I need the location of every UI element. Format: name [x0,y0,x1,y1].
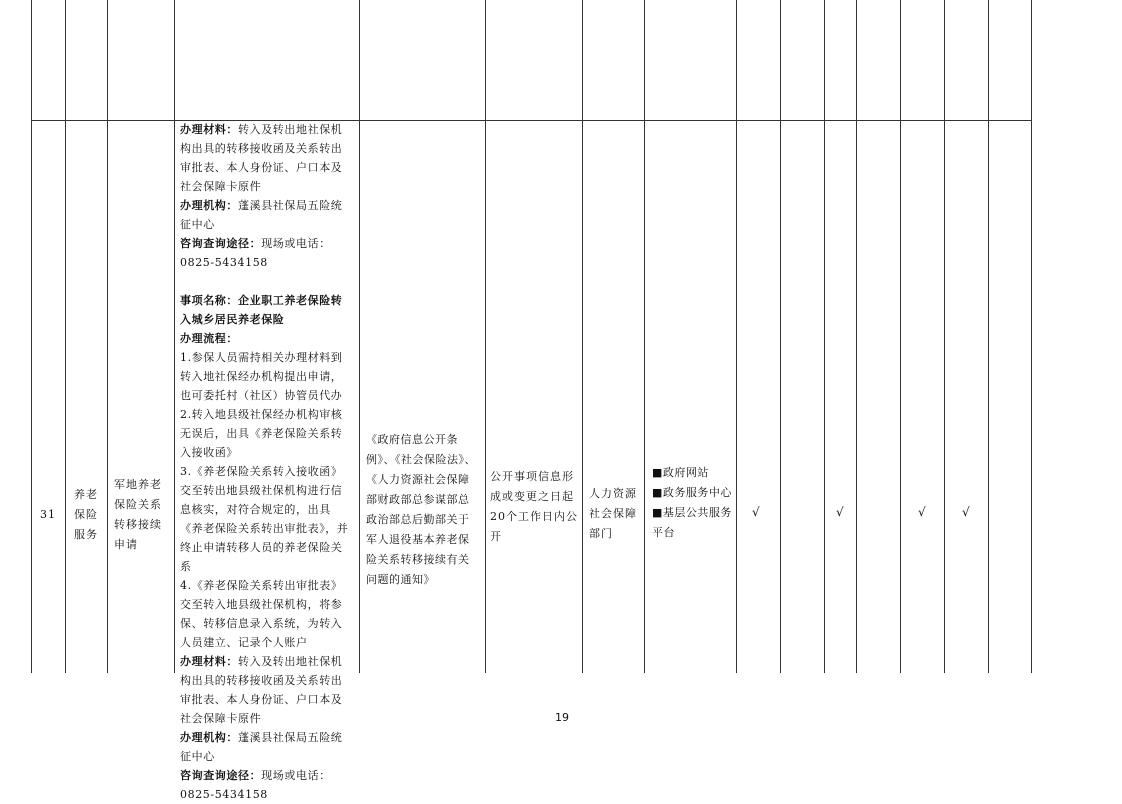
procedure-line [180,348,352,405]
col-item [107,0,174,673]
col-department [582,0,644,673]
procedure-line [180,652,352,728]
procedure-text: 现场或电话：0825-5434158 [180,237,331,269]
check-mark: √ [752,505,760,519]
check-mark: √ [918,505,926,519]
category-cell: 养老保险服务 [74,488,98,541]
col-check-7 [988,0,1032,673]
channel-item: ■基层公共服务平台 [652,506,732,539]
procedure-label: 咨询查询途径： [180,769,262,782]
procedure-label: 办理机构： [180,199,238,212]
procedure-label: 事项名称：企业职工养老保险转入城乡居民养老保险 [180,294,343,326]
procedure-line [180,576,352,652]
procedure-label: 办理材料： [180,123,238,136]
procedure-label: 办理机构： [180,731,238,744]
channels-cell [652,463,734,543]
procedure-text: 2.转入地县级社保经办机构审核无误后，出具《养老保险关系转入接收函》 [180,408,343,459]
procedure-text: 蓬溪县社保局五险统征中心 [180,731,343,763]
procedure-text: 转入及转出地社保机构出具的转移接收函及关系转出审批表、本人身份证、户口本及社会保障卡原件 [180,655,343,725]
col-check-4 [856,0,900,673]
col-number [31,0,65,673]
col-check-6 [944,0,988,673]
procedure-line [180,329,352,348]
channel-item: ■政务服务中心 [652,486,732,499]
procedure-line [180,120,352,196]
procedure-text: 现场或电话：0825-5434158 [180,769,331,801]
procedure-line [180,234,352,272]
col-channels [644,0,736,673]
procedure-text: 3.《养老保险关系转入接收函》交至转出地县级社保机构进行信息核实，对符合规定的，出具《养老保险关系转出审批表》，并终止申请转移人员的养老保险关系 [180,465,349,573]
procedure-line [180,291,352,329]
procedure-line [180,766,352,804]
procedure-line [180,272,352,291]
time-limit-cell: 公开事项信息形成或变更之日起20个工作日内公开 [490,470,578,543]
check-mark: √ [836,505,844,519]
procedure-text: 1.参保人员需持相关办理材料到转入地社保经办机构提出申请，也可委托村（社区）协管员代办 [180,351,343,402]
col-check-1 [736,0,780,673]
item-cell: 军地养老保险关系转移接续申请 [114,478,162,551]
channel-item: ■政府网站 [652,466,709,479]
procedure-text: 蓬溪县社保局五险统征中心 [180,199,343,231]
procedure-text: 转入及转出地社保机构出具的转移接收函及关系转出审批表、本人身份证、户口本及社会保障卡原件 [180,123,343,193]
procedure-label: 咨询查询途径： [180,237,262,250]
col-time-limit [485,0,582,673]
procedure-line [180,196,352,234]
col-check-2 [780,0,824,673]
basis-cell: 《政府信息公开条例》、《社会保险法》、《人力资源社会保障部财政部总参谋部总政治部总后勤部关于军人退役基本养老保险关系转移接续有关问题的通知》 [366,433,476,586]
procedure-line [180,462,352,576]
col-check-3 [824,0,856,673]
procedure-line [180,728,352,766]
department-cell: 人力资源社会保障部门 [589,487,637,540]
procedure-cell [180,120,352,804]
procedure-text: 4.《养老保险关系转出审批表》交至转入地县级社保机构，将参保、转移信息录入系统，为转入人员建立、记录个人账户 [180,579,343,649]
col-category [65,0,107,673]
check-mark: √ [962,505,970,519]
procedure-line [180,405,352,462]
procedure-label: 办理流程： [180,332,238,345]
procedure-label: 办理材料： [180,655,238,668]
page-number: 19 [555,711,569,724]
col-check-5 [900,0,944,673]
row-number: 31 [40,508,56,521]
